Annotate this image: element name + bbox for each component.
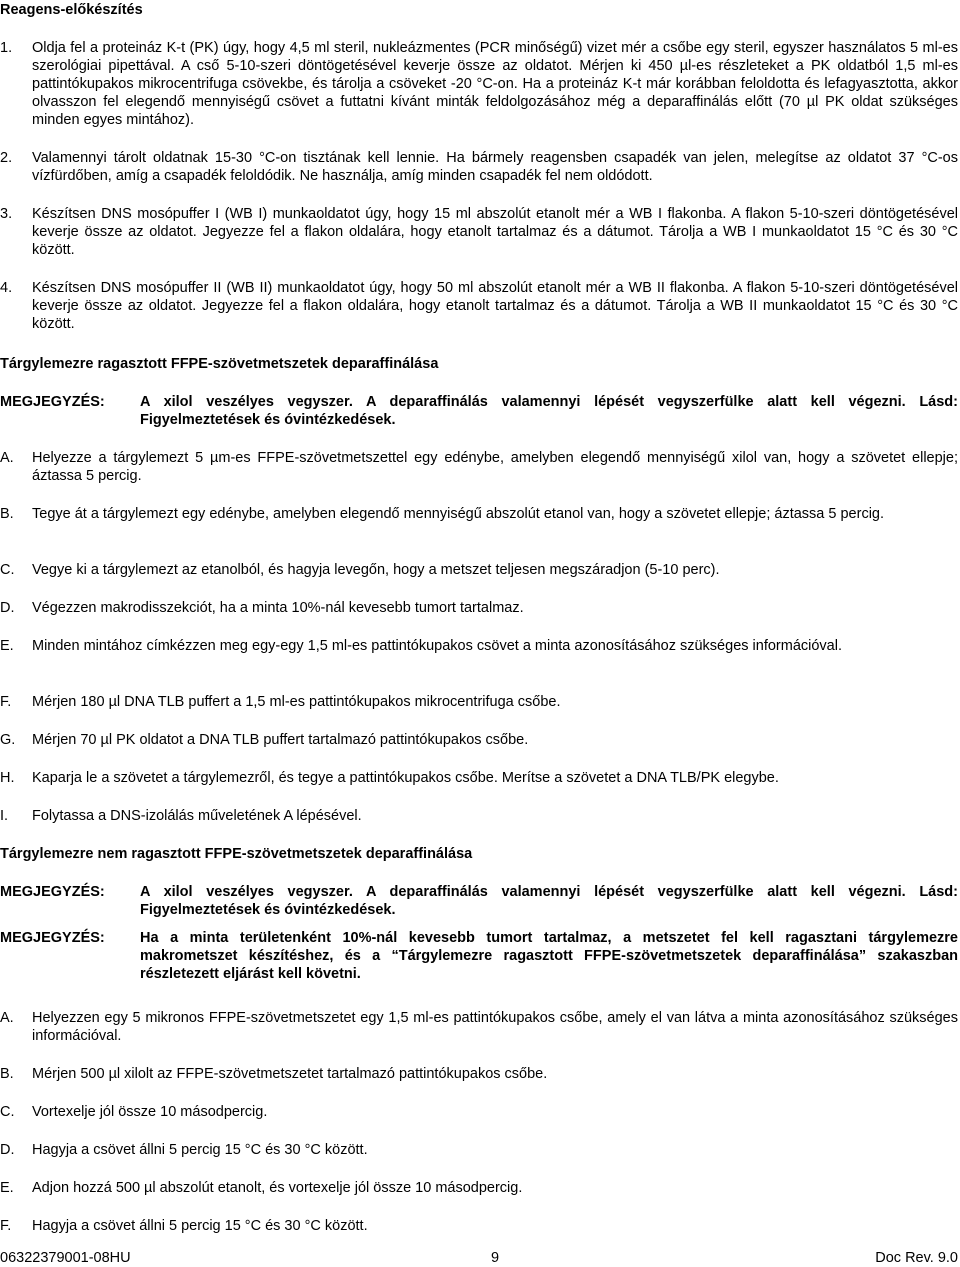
step-text: Tegye át a tárgylemezt egy edénybe, amelyben elegendő mennyiségű abszolút etanol van, hogy a szövetet ellepje; áztassa 5 percig. [32, 506, 885, 522]
step-text: Helyezze a tárgylemezt 5 µm-es FFPE-szövetmetszettel egy edénybe, amelyben elegendő mennyiségű xilol van, hogy a szövetet ellepje; áztassa 5 percig. [32, 450, 958, 484]
step-label: I. [0, 808, 9, 824]
step-text: Végezzen makrodisszekciót, ha a minta 10%-nál kevesebb tumort tartalmaz. [32, 600, 524, 616]
step-label: C. [0, 1104, 15, 1120]
step-label: B. [0, 506, 14, 522]
reagent-step-1 [0, 39, 958, 129]
section2-step-d [0, 1141, 958, 1159]
step-label: 2. [0, 150, 13, 166]
step-label: G. [0, 732, 16, 748]
section1-heading: Tárgylemezre ragasztott FFPE-szövetmetszetek deparaffinálása [0, 356, 439, 372]
step-text: Készítsen DNS mosópuffer II (WB II) munkaoldatot úgy, hogy 50 ml abszolút etanolt mér a WB II flakonba. A flakon 5-10-szeri döntögetésével keverje össze az oldatot. Jegyezze fel a flakon oldalára, hogy etanolt tartalmaz és a dátumot. Tárolja a WB II munkaoldatot 15 °C és 30 °C között. [32, 280, 958, 332]
step-label: C. [0, 562, 15, 578]
section1-step-i [0, 807, 958, 825]
step-label: A. [0, 1010, 14, 1026]
section2-step-e [0, 1179, 958, 1197]
note-label: MEGJEGYZÉS: [0, 394, 105, 410]
step-text: Készítsen DNS mosópuffer I (WB I) munkaoldatot úgy, hogy 15 ml abszolút etanolt mér a WB I flakonba. A flakon 5-10-szeri döntögetésével keverje össze az oldatot. Jegyezze fel a flakon oldalára, hogy etanolt tartalmaz és a dátumot. Tárolja a WB I munkaoldatot 15 °C és 30 °C között. [32, 206, 958, 258]
note-text: Ha a minta területenként 10%-nál kevesebb tumort tartalmaz, a metszetet fel kell ragasztani tárgylemezre makrometszet készítéshez, és a “Tárgylemezre ragasztott FFPE-szövetmetszetek deparaffinálása” szakaszban részletezett eljárást kell követni. [140, 930, 958, 982]
reagent-step-3 [0, 205, 958, 259]
section2-step-c [0, 1103, 958, 1121]
step-text: Kaparja le a szövetet a tárgylemezről, és tegye a pattintókupakos csőbe. Merítse a szövetet a DNA TLB/PK elegybe. [32, 770, 779, 786]
step-label: D. [0, 1142, 15, 1158]
footer-page-number: 9 [491, 1250, 500, 1266]
step-text: Vortexelje jól össze 10 másodpercig. [32, 1104, 268, 1120]
section1-note [0, 393, 958, 429]
note-text: A xilol veszélyes vegyszer. A deparaffinálás valamennyi lépését vegyszerfülke alatt kell végezni. Lásd: Figyelmeztetések és óvintézkedések. [140, 884, 958, 918]
section1-step-b [0, 505, 958, 523]
step-text: Vegye ki a tárgylemezt az etanolból, és hagyja levegőn, hogy a metszet teljesen megszáradjon (5-10 perc). [32, 562, 720, 578]
step-label: E. [0, 1180, 14, 1196]
section2-note-2 [0, 929, 958, 983]
step-label: F. [0, 694, 12, 710]
step-label: D. [0, 600, 15, 616]
page-footer [0, 1249, 958, 1267]
step-text: Oldja fel a proteináz K-t (PK) úgy, hogy 4,5 ml steril, nukleázmentes (PCR minőségű) vizet mér a csőbe egy steril, egyszer használatos 5 ml-es szerológiai pipettával. A cső 5-10-szeri döntögetésével keverje össze az oldatot. Mérjen ki 450 µl-es részleteket a PK oldatból 1,5 ml-es pattintókupakos mikrocentrifuga csövekbe, és tárolja a csöveket -20 °C-on. Ha a proteináz K-t már korábban feloldotta és lefagyasztotta, akkor olvasszon fel elegendő mennyiségű csövet a futtatni kívánt minták feldolgozásához még a deparaffinálás előtt (70 µl PK oldat szükséges minden egyes mintához). [32, 40, 958, 128]
reagent-step-4 [0, 279, 958, 333]
footer-doc-number: 06322379001-08HU [0, 1250, 131, 1266]
step-text: Mérjen 180 µl DNA TLB puffert a 1,5 ml-es pattintókupakos mikrocentrifuga csőbe. [32, 694, 561, 710]
step-text: Folytassa a DNS-izolálás műveletének A lépésével. [32, 808, 362, 824]
section1-step-a [0, 449, 958, 485]
step-label: E. [0, 638, 14, 654]
reagent-heading: Reagens-előkészítés [0, 2, 143, 18]
section1-step-f [0, 693, 958, 711]
step-text: Mérjen 500 µl xilolt az FFPE-szövetmetszetet tartalmazó pattintókupakos csőbe. [32, 1066, 548, 1082]
step-text: Minden mintához címkézzen meg egy-egy 1,5 ml-es pattintókupakos csövet a minta azonosításához szükséges információval. [32, 638, 842, 654]
step-text: Hagyja a csövet állni 5 percig 15 °C és 30 °C között. [32, 1142, 368, 1158]
section2-step-a [0, 1009, 958, 1045]
step-text: Adjon hozzá 500 µl abszolút etanolt, és vortexelje jól össze 10 másodpercig. [32, 1180, 523, 1196]
step-label: B. [0, 1066, 14, 1082]
section1-step-g [0, 731, 958, 749]
reagent-step-2 [0, 149, 958, 185]
step-label: F. [0, 1218, 12, 1234]
step-text: Valamennyi tárolt oldatnak 15-30 °C-on tisztának kell lennie. Ha bármely reagensben csapadék van jelen, melegítse az oldatot 37 °C-os vízfürdőben, amíg a csapadék feloldódik. Ne használja, amíg minden csapadék fel nem oldódott. [32, 150, 958, 184]
section1-step-e [0, 637, 958, 655]
section2-step-b [0, 1065, 958, 1083]
step-text: Mérjen 70 µl PK oldatot a DNA TLB puffert tartalmazó pattintókupakos csőbe. [32, 732, 529, 748]
note-label: MEGJEGYZÉS: [0, 884, 105, 900]
step-label: 3. [0, 206, 13, 222]
step-label: 1. [0, 40, 13, 56]
note-label: MEGJEGYZÉS: [0, 930, 105, 946]
section1-step-d [0, 599, 958, 617]
section2-heading: Tárgylemezre nem ragasztott FFPE-szövetmetszetek deparaffinálása [0, 846, 473, 862]
step-label: H. [0, 770, 15, 786]
section2-note-1 [0, 883, 958, 919]
step-label: A. [0, 450, 14, 466]
step-label: 4. [0, 280, 13, 296]
step-text: Helyezzen egy 5 mikronos FFPE-szövetmetszetet egy 1,5 ml-es pattintókupakos csőbe, amely el van látva a minta azonosításához szükséges információval. [32, 1010, 958, 1044]
note-text: A xilol veszélyes vegyszer. A deparaffinálás valamennyi lépését vegyszerfülke alatt kell végezni. Lásd: Figyelmeztetések és óvintézkedések. [140, 394, 958, 428]
footer-revision: Doc Rev. 9.0 [875, 1250, 958, 1266]
section1-step-c [0, 561, 958, 579]
section1-step-h [0, 769, 958, 787]
step-text: Hagyja a csövet állni 5 percig 15 °C és 30 °C között. [32, 1218, 368, 1234]
section2-step-f [0, 1217, 958, 1235]
